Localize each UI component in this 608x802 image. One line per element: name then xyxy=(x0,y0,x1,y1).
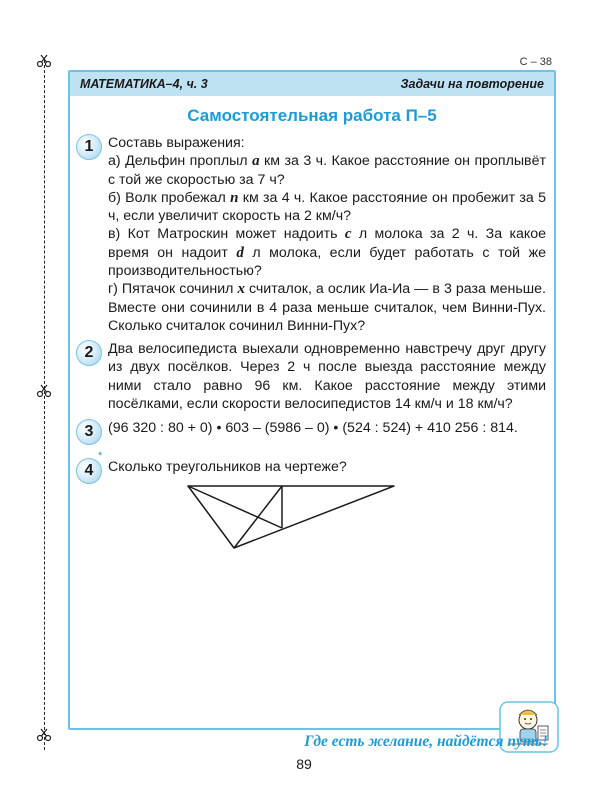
task-1-a: а) Дельфин проплыл a км за 3 ч. Какое расстояние он проплывёт с той же скоростью за 7 ч? xyxy=(108,153,546,188)
task-3-expression: (96 320 : 80 + 0) • 603 – (5986 – 0) • (524 : 524) + 410 256 : 814. xyxy=(108,420,518,436)
difficulty-star-icon: * xyxy=(98,450,103,462)
task-1-body xyxy=(108,134,546,335)
section-label: Задачи на повторение xyxy=(400,77,544,91)
task-1-d: г) Пятачок сочинил x считалок, а ослик Иа-Иа — в 3 раза меньше. Вместе они сочинили в 4 раза меньше считалок, чем Винни-Пух. Сколько считалок сочинил Винни-Пух? xyxy=(108,281,546,334)
worksheet-frame xyxy=(68,70,556,730)
task-2 xyxy=(76,340,546,413)
task-2-text: Два велосипедиста выехали одновременно навстречу друг другу из двух посёлков. Через 2 ч после выезда расстояние между ними стало равно 96 км. Какое расстояние между этими посёлками, если скорости велосипедистов 14 км/ч и 18 км/ч? xyxy=(108,341,546,412)
subject-label: МАТЕМАТИКА–4, ч. 3 xyxy=(80,77,208,91)
variable: x xyxy=(237,281,245,298)
scissors-icon xyxy=(36,728,52,742)
task-1 xyxy=(76,134,546,335)
variable: d xyxy=(236,244,244,261)
task-number-badge: 4 xyxy=(76,458,102,484)
task-number-badge: 2 xyxy=(76,340,102,366)
task-1-intro: Составь выражения: xyxy=(108,135,245,151)
triangle-figure xyxy=(186,484,396,550)
task-4-body xyxy=(108,458,546,476)
worksheet-title: Самостоятельная работа П–5 xyxy=(187,106,437,125)
header-bar xyxy=(70,72,554,96)
task-number-badge: 3 xyxy=(76,419,102,445)
variable: c xyxy=(344,226,352,243)
variable: a xyxy=(252,153,260,170)
task-3-body xyxy=(108,419,546,437)
cut-line xyxy=(44,60,45,750)
variable: n xyxy=(230,189,239,206)
page-code: С – 38 xyxy=(519,56,552,68)
task-1-c: в) Кот Матроскин может надоить c л молока за 2 ч. За какое время он надоит d л молока, если будет работать с той же производительностью? xyxy=(108,226,547,280)
task-number-badge: 1 xyxy=(76,134,102,160)
scissors-icon xyxy=(36,54,52,68)
motto-text: Где есть желание, найдётся путь! xyxy=(304,733,548,750)
task-3 xyxy=(76,419,546,440)
task-4-text: Сколько треугольников на чертеже? xyxy=(108,459,347,475)
scissors-icon xyxy=(36,384,52,398)
task-2-body xyxy=(108,340,546,413)
page-number: 89 xyxy=(296,756,312,772)
task-1-b: б) Волк пробежал n км за 4 ч. Какое расстояние он пробежит за 5 ч, если увеличит скорость на 2 км/ч? xyxy=(108,189,546,225)
task-4 xyxy=(76,450,546,479)
